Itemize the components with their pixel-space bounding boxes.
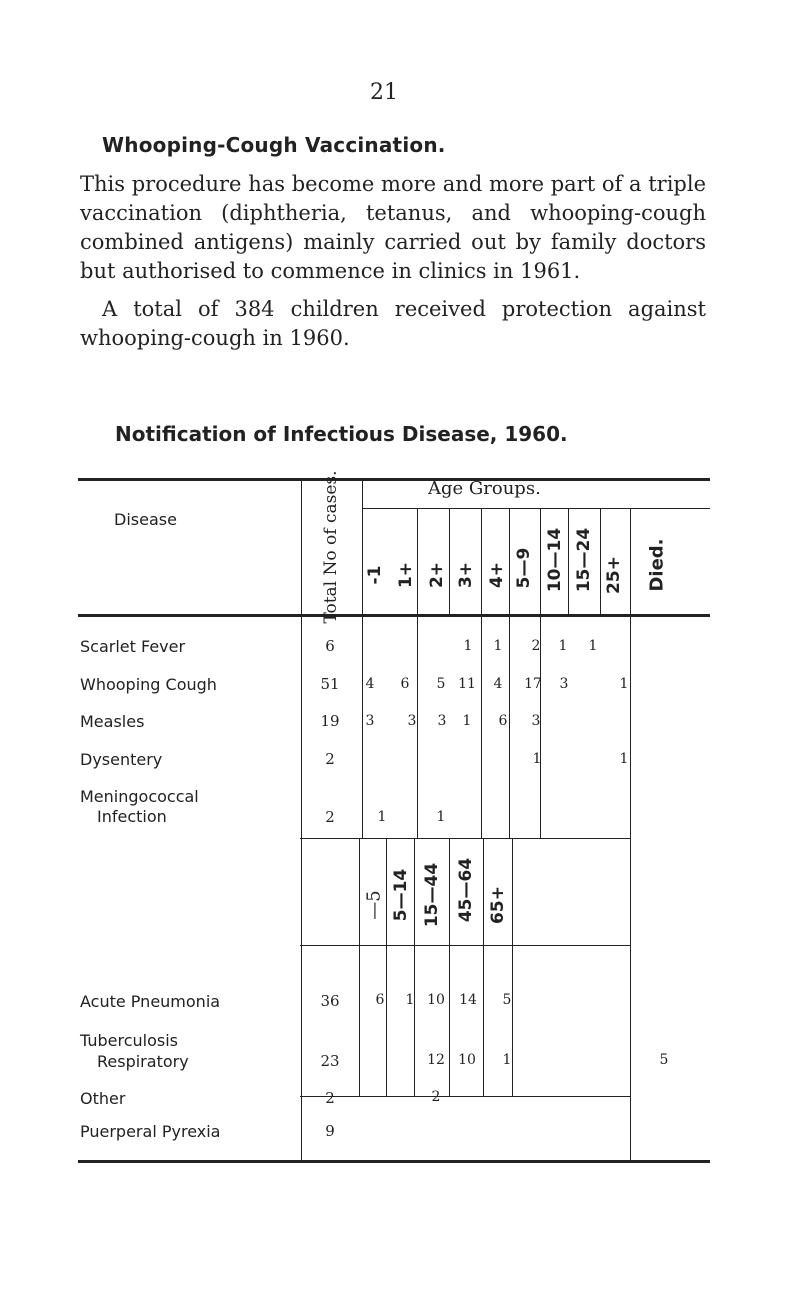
cell: 12: [427, 1052, 445, 1068]
cell: 2: [431, 1089, 441, 1105]
cell: 3: [559, 676, 569, 692]
age-header: 4+: [487, 561, 507, 589]
table-title: Notification of Infectious Disease, 1960.: [115, 422, 568, 446]
row-label: Scarlet Fever: [80, 637, 186, 656]
cell: 3: [437, 713, 447, 729]
cell: 3: [531, 713, 541, 729]
row-total: 2: [325, 750, 335, 768]
age-header: 5—9: [514, 547, 534, 589]
cell: 1: [463, 638, 473, 654]
cell: 6: [400, 676, 410, 692]
cell: 1: [619, 751, 629, 767]
age-header: 45—64: [456, 857, 476, 923]
row-label: Other: [80, 1089, 126, 1108]
age-header: 1+: [396, 561, 416, 589]
row-total: 19: [320, 712, 340, 730]
row-label: Dysentery: [80, 750, 163, 769]
age-header: 3+: [456, 561, 476, 589]
row-total: 2: [325, 1089, 335, 1107]
row-total: 51: [320, 675, 340, 693]
age-header: 2+: [427, 561, 447, 589]
page-number: 21: [370, 80, 398, 105]
row-label: Measles: [80, 712, 145, 731]
age-header: 65+: [488, 886, 508, 924]
cell: 6: [498, 713, 508, 729]
age-header: 15—24: [574, 527, 594, 593]
header-disease: Disease: [114, 510, 177, 529]
died-cell: 5: [659, 1052, 669, 1068]
row-label: Puerperal Pyrexia: [80, 1122, 221, 1141]
cell: 10: [427, 992, 445, 1008]
age-header: -1: [365, 565, 385, 585]
row-label-line2: Respiratory: [97, 1052, 189, 1071]
age-header: —5: [363, 890, 385, 920]
cell: 1: [532, 751, 542, 767]
row-total: 6: [325, 637, 335, 655]
row-total: 23: [320, 1052, 340, 1070]
cell: 5: [502, 992, 512, 1008]
age-header: 25+: [604, 556, 624, 594]
cell: 1: [493, 638, 503, 654]
cell: 1: [462, 713, 472, 729]
cell: 3: [407, 713, 417, 729]
cell: 4: [493, 676, 503, 692]
cell: 1: [588, 638, 598, 654]
cell: 6: [375, 992, 385, 1008]
row-total: 36: [320, 992, 340, 1010]
paragraph-2: A total of 384 children received protection against whooping-cough in 1960.: [80, 297, 706, 350]
cell: 1: [405, 992, 415, 1008]
age-header: 5—14: [391, 868, 411, 922]
row-label: Whooping Cough: [80, 675, 217, 694]
row-label: Acute Pneumonia: [80, 992, 221, 1011]
cell: 11: [458, 676, 476, 692]
cell: 1: [377, 809, 387, 825]
section-heading: Whooping-Cough Vaccination.: [102, 133, 446, 157]
cell: 1: [502, 1052, 512, 1068]
cell: 4: [365, 676, 375, 692]
row-label-line2: Infection: [97, 807, 167, 826]
cell: 1: [558, 638, 568, 654]
cell: 14: [459, 992, 477, 1008]
cell: 10: [458, 1052, 476, 1068]
row-total: 9: [325, 1122, 335, 1140]
age-header: 10—14: [545, 527, 565, 593]
row-label: Meningococcal: [80, 787, 199, 806]
header-age-groups: Age Groups.: [428, 478, 541, 499]
cell: 17: [524, 676, 542, 692]
row-total: 2: [325, 808, 335, 826]
cell: 2: [531, 638, 541, 654]
header-died: Died.: [646, 538, 668, 592]
cell: 3: [365, 713, 375, 729]
cell: 1: [436, 809, 446, 825]
header-total: Total No of cases.: [321, 470, 341, 624]
paragraph-1: This procedure has become more and more part of a triple vaccination (diphtheria, tetanus, and whooping-cough combined antigens) mainly carried out by family doctors but authorised to commence in clinics in 1961.: [80, 172, 706, 283]
row-label: Tuberculosis: [80, 1031, 178, 1050]
cell: 5: [436, 676, 446, 692]
age-header: 15—44: [422, 862, 442, 928]
cell: 1: [619, 676, 629, 692]
